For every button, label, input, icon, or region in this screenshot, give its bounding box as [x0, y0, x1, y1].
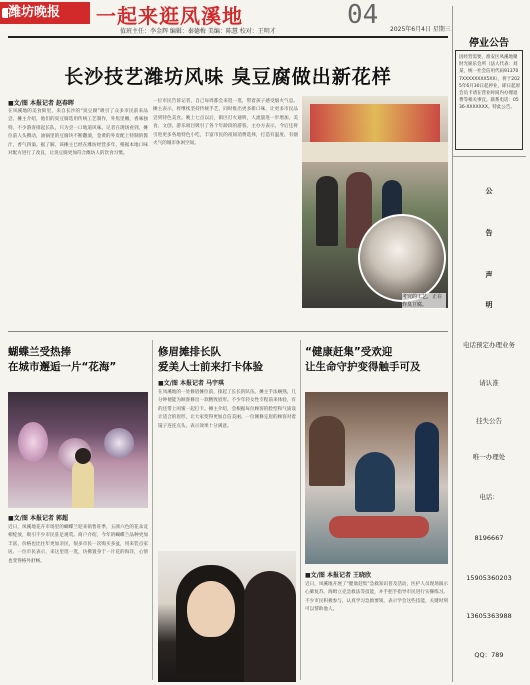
lead-headline: 长沙技艺潍坊风味 臭豆腐做出新花样: [64, 66, 392, 88]
sidebar-title: 停业公告: [469, 38, 509, 49]
vertical-char: 明: [485, 301, 493, 309]
section-divider: [8, 331, 448, 332]
sidebar-label: 请认准: [479, 379, 499, 387]
vertical-char: 告: [485, 229, 493, 237]
eyebrow-body: 在凤溪地的一处修眉摊位前，排起了长长的队伍。摊主手法娴熟，几分钟便能为顾客修出一款精致眉形。不少年轻女性专程前来体验，有的还带上闺蜜一起打卡。摊主介绍，会根据每位顾客的脸型和气质设计适合的眉形，让大家变得更加自信美丽。一位刚修完眉的顾客对着镜子连连点头，表示效果十分满意。: [158, 390, 296, 429]
sidebar-phone: QQ：789: [474, 651, 504, 659]
section-title: 一起来逛凤溪地: [96, 4, 243, 28]
crowd-figure: [316, 176, 338, 246]
firstaid-headline: [305, 345, 421, 375]
medic-figure: [355, 452, 395, 512]
orchid-photo: [8, 392, 148, 508]
sidebar-label: 电话预定办理业务: [463, 341, 515, 349]
visitor-head: [75, 448, 91, 464]
eyebrow-byline: ■文/图 本报记者 马宇琪: [158, 380, 225, 387]
notice-text: 因经营需要，淮安区凤溪地聚时光娱乐会所（法人代表：刘某，统一社会信用代码913707XXXXXXXX5XX），将于2025年6月30日起停业，即日起原会员卡请在营业时间内办理退费等相关事宜。联系电话：0536-XXXXXXX。特此公告。: [459, 55, 520, 111]
sidebar-phone: 8196667: [474, 534, 504, 542]
eyebrow-headline-line2: 爱美人士前来打卡体验: [158, 361, 263, 373]
sidebar-label: 唯一办理处: [472, 453, 506, 461]
lead-body-col2: 一位市民告诉记者，自己每周都会来逛一逛，带着孩子感受烟火气息。摊主表示，将继续坚持传统手艺，同时推出更多新口味，让更多市民品尝到特色美食。晚上七点以后，街区灯火通明，人流量进一步增加，美食、文创、游乐项目吸引了各个年龄段的游客。主办方表示，今后还将引进更多各地特色小吃，丰富市民的夜间消费选择，打造有温度、有烟火气的城市休闲空间。: [153, 99, 298, 147]
editor-credits: 值班主任：李金辉 编辑：秦德梅 美编：陈慧 校对：王明才: [120, 28, 276, 35]
column-rule: [152, 340, 153, 680]
orchid-bloom: [18, 422, 48, 462]
stall-sign: [310, 104, 440, 142]
training-mannequin: [329, 516, 429, 538]
photo-caption-inset: 考究的工艺，正在炸臭豆腐。: [402, 293, 446, 309]
second-person-hair: [244, 571, 296, 682]
inset-photo-frying: [358, 214, 446, 302]
sidebar-label: 电话：: [479, 493, 499, 501]
lead-body-col1: 在凤溪地的美食街里，来自长沙的“臭豆腐”吸引了众多市民前来品尝。摊主介绍，他们的臭豆腐选用传统工艺制作，外焦里嫩，香味独特。不少游客排起长队，只为尝一口地道风味。记者在现场看到，摊位前人头攒动，油锅里的豆腐块不断翻滚，金黄的外皮配上特制的酱汁，香气四溢。据了解，该摊主已经在潍坊经营多年，根据本地口味对配方进行了改良，让臭豆腐更加符合潍坊人的饮食习惯。: [8, 109, 148, 157]
medic-standing-figure: [415, 422, 439, 512]
sidebar-label: 挂失公告: [476, 417, 502, 425]
column-rule: [300, 340, 301, 680]
portrait-face: [187, 581, 235, 637]
sidebar-phone: 15905360203: [466, 574, 512, 582]
butterfly-byline: ■文/图 本报记者 郭超: [8, 515, 69, 522]
eyebrow-photo: [158, 551, 296, 682]
butterfly-headline: [8, 345, 116, 375]
issue-date: 2025年6月4日 星期三: [390, 26, 451, 33]
butterfly-body: 近日，凤溪地花卉市场里的蝴蝶兰迎来销售旺季，五颜六色的花朵竞相绽放，吸引不少市民驻足观赏。商户介绍，今年的蝴蝶兰品种更加丰富，价格也比往年更加亲民，很多市民一次购买多盆，用来装点家居。一位市民表示，来这里逛一逛，仿佛置身于一片花的海洋，心情也变得格外舒畅。: [8, 525, 148, 564]
vertical-char: 公: [485, 187, 493, 195]
eyebrow-headline: [158, 345, 263, 375]
sidebar-rule: [452, 156, 526, 157]
butterfly-headline-line1: 蝴蝶兰受热捧: [8, 346, 71, 358]
firstaid-body: 近日，凤溪地开展了“健康赶集”急救知识普及活动，医护人员现场演示心肺复苏、海姆立克急救法等技能，并手把手指导市民进行实操练习。不少市民积极参与，认真学习急救要领，表示学会这些技能，关键时刻可以帮助他人。: [305, 582, 448, 613]
vertical-char: 声: [485, 271, 493, 279]
onlooker-figure: [309, 416, 345, 486]
orchid-bloom: [104, 428, 134, 458]
page-number: 04: [347, 0, 379, 30]
firstaid-photo: [305, 392, 448, 564]
masthead-rule: [8, 36, 448, 38]
firstaid-byline: ■文/图 本报记者 王晓欣: [305, 572, 372, 579]
lead-photo: [302, 96, 448, 308]
firstaid-headline-line2: 让生命守护变得触手可及: [305, 361, 421, 373]
paper-logo: 潍坊晚报: [0, 2, 90, 24]
lead-byline: ■文/图 本报记者 赵春晖: [8, 100, 75, 107]
sidebar-phone: 13605363988: [466, 612, 512, 620]
firstaid-headline-line1: “健康赶集”受欢迎: [305, 346, 393, 358]
stall-tent: [302, 142, 448, 162]
visitor-figure: [72, 460, 94, 508]
eyebrow-headline-line1: 修眉摊排长队: [158, 346, 221, 358]
butterfly-headline-line2: 在城市邂逅一片“花海”: [8, 361, 117, 373]
